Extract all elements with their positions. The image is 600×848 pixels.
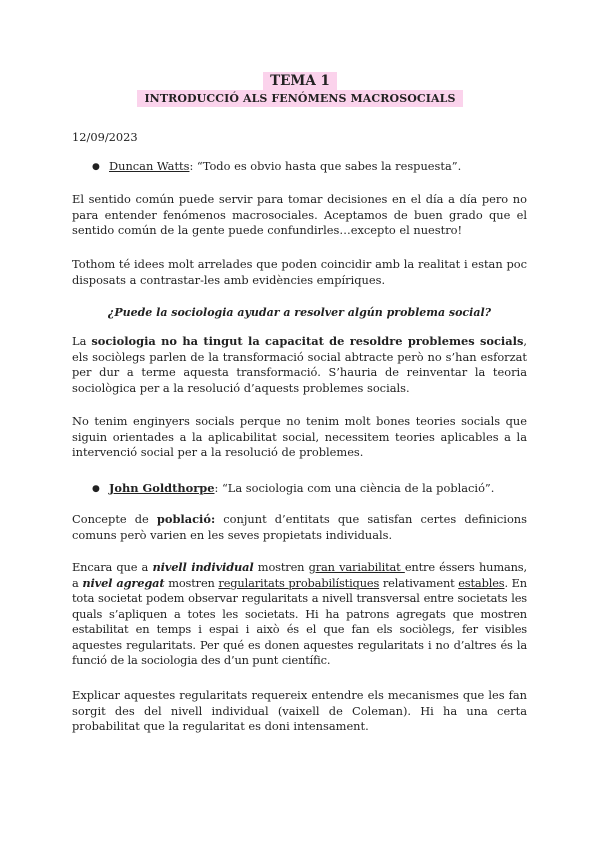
term-nivel-agregat: nivel agregat (82, 575, 165, 590)
term-gran-variabilitat: gran variabilitat (308, 560, 405, 574)
date-text: 12/09/2023 (72, 130, 138, 144)
quote-text: : “La sociologia com una ciència de la població”. (214, 481, 495, 495)
bullet-icon: ● (92, 484, 100, 494)
page-subtitle: INTRODUCCIÓ ALS FENÓMENS MACROSOCIALS (0, 92, 600, 105)
quote-text: : “Todo es obvio hasta que sabes la respuesta”. (189, 159, 462, 173)
bullet-watts (92, 159, 461, 176)
bold-statement: sociologia no ha tingut la capacitat de resoldre problemes socials (91, 334, 524, 348)
term-poblacio: població: (156, 512, 216, 526)
paragraph-ideas: Tothom té idees molt arrelades que poden coincidir amb la realitat i estan poc disposats a contrastar-les amb evidències empíriques. (72, 257, 527, 287)
author-name: Duncan Watts (109, 159, 190, 173)
bullet-goldthorpe (92, 481, 494, 498)
paragraph-sociology: La sociologia no ha tingut la capacitat de resoldre problemes socials, els sociòlegs parlen de la transformació social abtracte però no s’han esforzat per dur a terme aquesta transformació. S’hauria de reinventar la teoria sociològica per a la resolució d’aquests problemes socials. (72, 334, 527, 395)
paragraph-common-sense: El sentido común puede servir para tomar decisiones en el día a día pero no para entender fenómenos macrosociales. Aceptamos de buen grado que el sentido común de la gente puede confundirles…excepto el nuestro! (72, 192, 527, 237)
paragraph-explain: Explicar aquestes regularitats requereix entendre els mecanismes que les fan sorgit des del nivell individual (vaixell de Coleman). Hi ha una certa probabilitat que la regularitat es doni intensament. (72, 688, 527, 733)
bullet-icon: ● (92, 162, 100, 172)
paragraph-population: Concepte de població: conjunt d’entitats que satisfan certes definicions comuns però varien en les seves propietats individuals. (72, 512, 527, 542)
section-question: ¿Puede la sociologia ayudar a resolver algún problema social? (107, 306, 492, 319)
paragraph-regularities: Encara que a nivell individual mostren gran variabilitat entre éssers humans, a nivel agregat mostren regularitats probabilístiques relativament estables. En tota societat podem observar regularitats a nivell transversal entre societats les quals s’apliquen a totes les societats. Hi ha patrons agregats que mostren estabilitat en temps i espai i això és el que fan els sociòlegs, fer visibles aquestes regularitats. Per qué es donen aquestes regularitats i no d’altres és la funció de la sociologia des d’un punt científic. (72, 560, 527, 667)
term-regularitats: regularitats probabilístiques (218, 575, 380, 590)
author-name: John Goldthorpe (109, 481, 215, 495)
term-estables: estables (458, 575, 505, 590)
term-nivell-individual: nivell individual (152, 560, 254, 574)
paragraph-engineers: No tenim enginyers socials perque no tenim molt bones teories socials que siguin orientades a la aplicabilitat social, necessitem teories aplicables a la intervenció social per a la resolució de problemes. (72, 414, 527, 459)
page-title: TEMA 1 (0, 73, 600, 89)
